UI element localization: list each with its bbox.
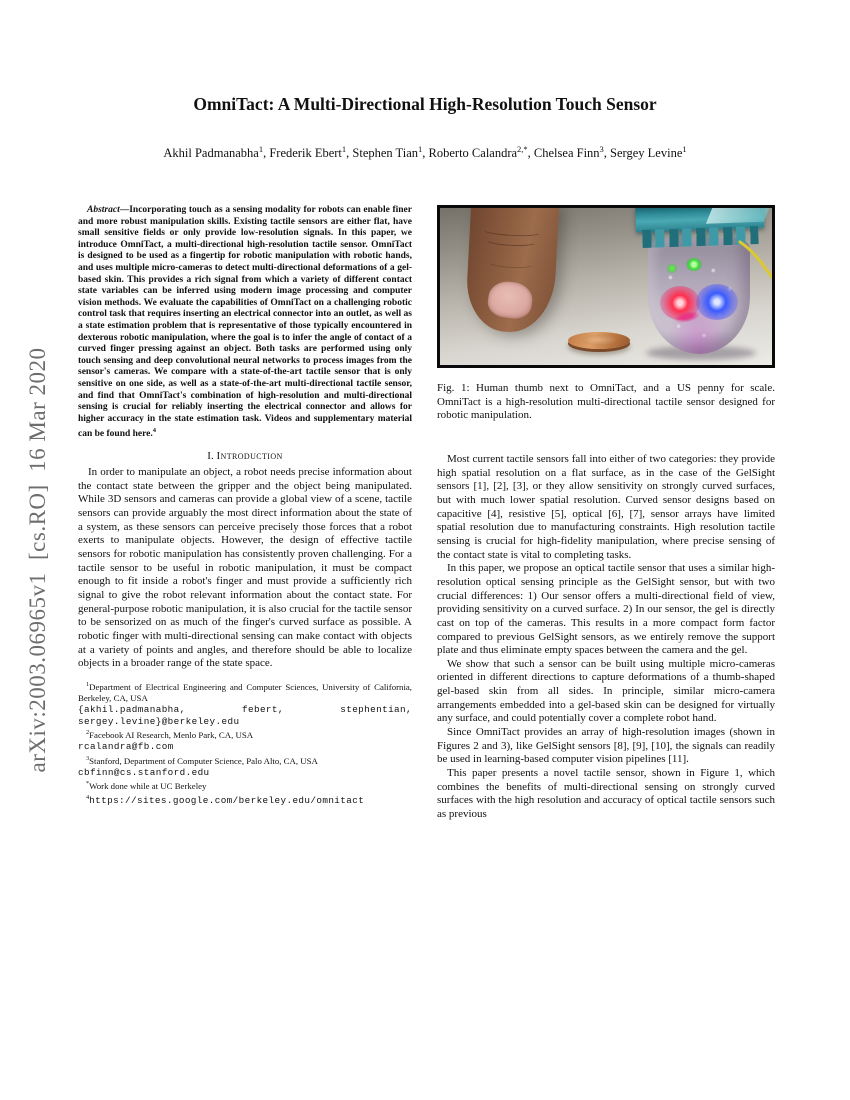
footnote-text: Stanford, Department of Computer Science, Palo Alto, CA, USA [89,755,318,766]
left-column [78,205,412,806]
author-line [0,144,850,161]
abstract-text: Incorporating touch as a sensing modality for robots can enable finer and more robust manipulation skills. Existing tactile sensors are either flat, have small sensitive fields or only provide low-resolution signals. In this paper, we introduce OmniTact, a multi-directional high-resolution tactile sensor. OmniTact is designed to be used as a fingertip for robotic manipulation with robotic hands, and uses multiple micro-cameras to detect multi-directional deformations of a gel-based skin. This provides a rich signal from which a variety of different contact state variables can be inferred using modern image processing and computer vision methods. We evaluate the capabilities of OmniTact on a challenging robotic control task that requires inserting an electrical connector into an outlet, as well as a state estimation problem that is representative of those typically encountered in dexterous robotic manipulation, where the goal is to infer the angle of contact of a curved finger pressing against an object. Both tasks are performed using only touch sensing and deep convolutional neural networks to process images from the sensor's cameras. We compare with a state-of-the-art tactile sensor that is only sensitive on one side, as well as a state-of-the-art multi-directional tactile sensor, and find that OmniTact's combination of high-resolution and multi-directional sensing is crucial for reliably inserting the electrical connector and allows for higher accuracy in the state estimation task. Videos and supplementary material can be found here. [78,205,412,440]
figure-1-caption [437,382,775,423]
footnote-affiliation-1 [78,679,412,727]
body-paragraph: Since OmniTact provides an array of high-resolution images (shown in Figures 2 and 3), like GelSight sensors [8], [9], [10], the signals can readily be used in learning-based computer vision pipelines [11]. [437,726,775,766]
thumb-crease [488,257,534,269]
project-url-link[interactable]: https://sites.google.com/berkeley.edu/omnitact [89,795,365,807]
body-paragraph: We show that such a sensor can be built using multiple micro-cameras oriented in different directions to capture deformations of a thumb-shaped gel-based skin from all sides. In principle, similar micro-camera arrangements embedded into a gel-based skin can be designed for virtually any surface, and could potentially cover a complete robot hand. [437,657,775,725]
author-separator: , [346,146,353,161]
author-name: Roberto Calandra [428,146,518,161]
section-heading-introduction [78,450,412,462]
body-paragraph: Most current tactile sensors fall into either of two categories: they provide high spatial resolution on a flat surface, as in the case of the GelSight sensors [1], [2], [3], or they allow sensitivity on strongly curved surfaces, but with much lower spatial resolution. Curved sensor designs based on capacitive [4], resistive [5], optical [6], [7], sensor arrays have limited spatial resolution due to manufacturing constraints. High resolution tactile sensing is crucial for high-fidelity manipulation, where precise sensing of the contact state is vital to completing tasks. [437,452,775,561]
section-title: Introduction [216,450,283,463]
footnote-marker: 2 [86,728,90,736]
author-affiliation-marker: 1 [258,144,264,154]
author-separator: , [422,146,429,161]
footnote-project-url [78,792,412,806]
author-name: Frederik Ebert [269,146,342,161]
author-name: Stephen Tian [352,146,419,161]
footnote-marker: * [86,780,90,788]
author-affiliation-marker: 2,* [517,144,528,154]
footnote-marker: 4 [86,794,90,802]
footnote-affiliation-2 [78,727,412,753]
author-affiliation-marker: 1 [418,144,423,154]
footnotes-block [78,679,412,807]
body-paragraph: In this paper, we propose an optical tactile sensor that uses a similar high-resolution optical sensing principle as the GelSight sensor, but with two crucial differences: 1) Our sensor offers a multi-directional field of view, providing sensitivity on a curved surface. 2) In our sensor, the gel is directly cast on top of the cameras. This results in a more compact form factor compared to previous GelSight sensors, as we entirely remove the support plate and thus eliminate empty spaces between the camera and the gel. [437,562,775,657]
arxiv-watermark: arXiv:2003.06965v1 [cs.RO] 16 Mar 2020 [25,347,50,773]
paper-title: OmniTact: A Multi-Directional High-Resolution Touch Sensor [193,94,657,114]
led-blue-glow [696,284,738,320]
figure-1-image [437,205,775,368]
right-column [437,205,775,822]
footnote-text: Work done while at UC Berkeley [89,780,207,791]
us-penny [568,332,630,349]
body-paragraph: This paper presents a novel tactile sensor, shown in Figure 1, which combines the benefits of multi-directional sensing on strongly curved surfaces with the high resolution and accuracy of optical tactile sensors such as previous [437,767,775,821]
author-separator: , [527,146,534,161]
author-separator: , [263,146,270,161]
author-separator: , [603,146,611,161]
footnote-email: cbfinn@cs.stanford.edu [78,766,210,778]
led-green-dim [666,264,678,273]
footnote-marker: 3 [86,754,90,762]
author-affiliation-marker: 1 [682,144,687,154]
sensor-mount [635,205,764,250]
footnote-text: Department of Electrical Engineering and Computer Sciences, University of California, Berkeley, CA, USA [78,681,412,704]
human-thumb [465,205,560,334]
figure-1 [437,205,775,423]
author-name: Sergey Levine [610,146,683,161]
footnote-email: rcalandra@fb.com [78,741,174,753]
figure-caption-label: Fig. 1: [437,382,470,394]
footnote-emails: {akhil.padmanabha, febert, stephentian, sergey.levine}@berkeley.edu [78,704,412,727]
led-green-bright [686,258,702,271]
abstract-label: Abstract— [87,205,130,215]
abstract-footnote-marker: 4 [152,427,157,435]
mount-plate-highlight [706,205,771,224]
thumb-nail [486,279,534,320]
thumb-crease [485,235,537,248]
mount-fins [642,226,759,248]
abstract [78,205,412,441]
author-affiliation-marker: 3 [599,144,604,154]
intro-paragraph: In order to manipulate an object, a robot needs precise information about the contact state between the gripper and the object being manipulated. While 3D sensors and cameras can provide a global view of a scene, tactile sensors can provide arguably the most direct information about the state of a system, as these sensors can perceive precisely those forces that a robot exerts to manipulate objects. However, the design of effective tactile sensors for robotic manipulation has consistently proven challenging. For a tactile sensor to be useful in robotic manipulation, it must be compact enough to fit inside a robot's finger and must provide a sufficiently rich signal to give the robot relevant information about the contact state. For general-purpose robotic manipulation, it is also crucial for the tactile sensor to be sensorized on as much of the finger's curved surface as possible. A robotic finger with multi-directional sensing can make contact with objects at a variety of points and angles, and therefore should be able to localize objects in a broader range of the state space. [78,466,412,670]
author-name: Chelsea Finn [533,146,600,161]
footnote-marker: 1 [86,680,90,688]
footnote-text: Facebook AI Research, Menlo Park, CA, USA [89,729,254,740]
author-affiliation-marker: 1 [341,144,347,154]
author-name: Akhil Padmanabha [163,146,259,161]
section-number: I. [207,450,214,463]
penny-face-highlight [582,335,616,345]
footnote-work-note [78,778,412,792]
footnote-affiliation-3 [78,753,412,779]
figure-caption-text: Human thumb next to OmniTact, and a US penny for scale. OmniTact is a high-resolution multi-directional tactile sensor designed for robotic manipulation. [437,382,775,422]
omnitact-gel-dome [648,238,750,354]
